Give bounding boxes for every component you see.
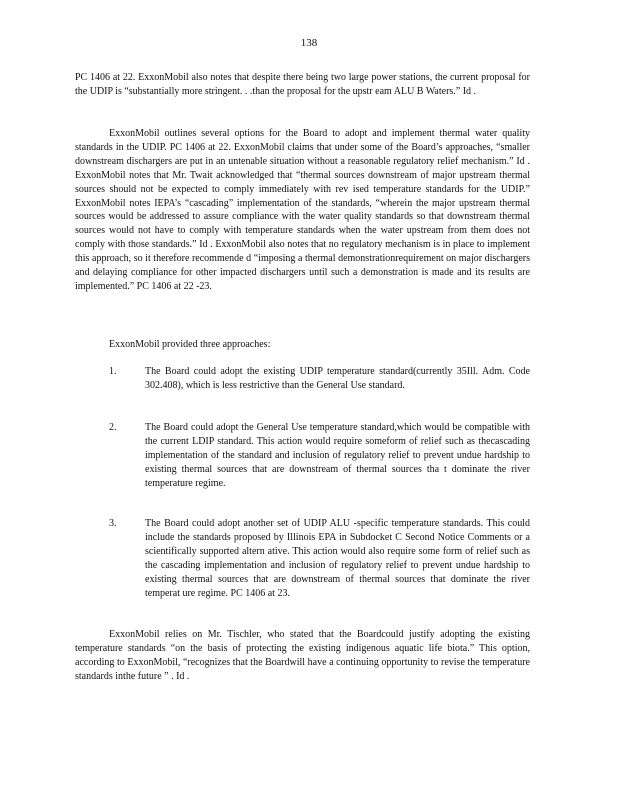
list-item [109,365,530,393]
paragraph-tischler: ExxonMobil relies on Mr. Tischler, who stated that the Boardcould justify adopting the existing temperature standards “on the basis of protecting the existing indigenous aquatic life biota.” This option, according to ExxonMobil, “recognizes that the Boardwill have a continuing opportunity to revise the temperature standards inthe future ” . Id . [75,629,530,682]
list-item-number: 1. [109,366,117,377]
list-item-text: The Board could adopt the General Use temperature standard,which would be compatible with the current LDIP standard. This action would require someform of relief such as thecascading implementation of the standard and inclusion of regulatory relief to prevent undue hardship to existing thermal sources that are downstream of thermal sources tha t dominate the river temperature regime. [145,422,530,489]
list-item [109,517,530,600]
page-number: 138 [300,37,318,49]
paragraph-options: ExxonMobil outlines several options for the Board to adopt and implement thermal water quality standards in the UDIP. PC 1406 at 22. ExxonMobil claims that under some of the Board’s approaches, “smaller downstream dischargers are put in an untenable situation without a reasonable regulatory relief mechanism.” Id . ExxonMobil notes that Mr. Twait acknowledged that “thermal sources downstream of major upstream thermal sources should not be expected to comply immediately with rev ised temperature standards for the UDIP.” ExxonMobil notes IEPA’s “cascading” implementation of the standards, “wherein the major upstream thermal sources would be addressed to assure compliance with the water quality standards so that downstream thermal sources would not have to comply with temperature standards when the water upstream from them does not comply with those standards.” Id . ExxonMobil also notes that no regulatory mechanism is in place to implement this approach, so it therefore recommende d “imposing a thermal demonstrationrequirement on major dischargers and delaying compliance for other impacted dischargers until such a demonstration is made and its results are implemented.” PC 1406 at 22 -23. [75,128,530,292]
list-item-number: 2. [109,422,117,433]
list-item [109,421,530,491]
paragraph-continuation: PC 1406 at 22. ExxonMobil also notes that despite there being two large power stations, the current proposal for the UDIP is “substantially more stringent. . .than the proposal for the upstr eam ALU B Waters.” Id . [75,72,530,97]
list-item-text: The Board could adopt another set of UDIP ALU -specific temperature standards. This could include the standards proposed by Illinois EPA in Subdocket C Second Notice Comments or a scientifically supported altern ative. This action would also require some form of relief such as the cascading implementation and inclusion of regulatory relief to prevent undue hardship to existing thermal sources that are downstream of thermal sources that dominate the river temperat ure regime. PC 1406 at 23. [145,518,530,599]
list-item-number: 3. [109,518,117,529]
approaches-intro: ExxonMobil provided three approaches: [109,339,271,350]
list-item-text: The Board could adopt the existing UDIP temperature standard(currently 35Ill. Adm. Code 302.408), which is less restrictive than the General Use standard. [145,366,530,391]
